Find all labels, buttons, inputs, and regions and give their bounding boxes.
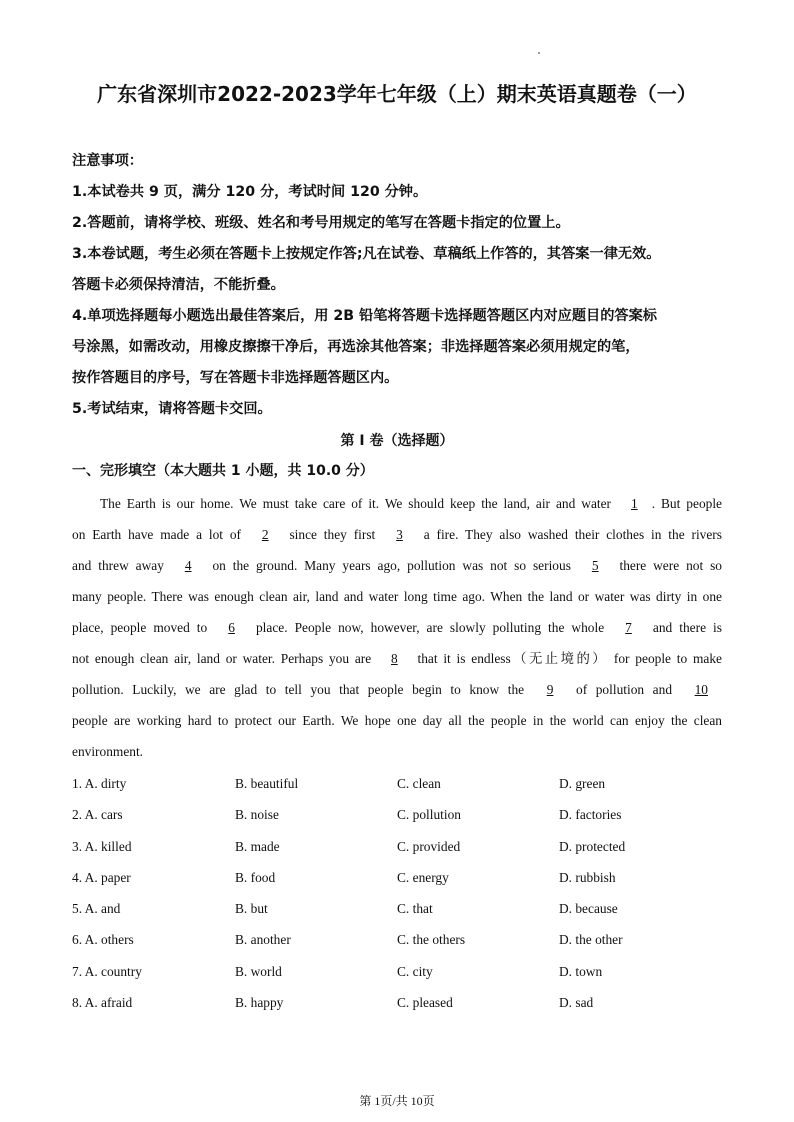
passage-line: The Earth is our home. We must take care of it. We should keep the land, air and water 1 . But people xyxy=(100,496,722,511)
question-options xyxy=(72,799,722,830)
note-line: 1.本试卷共 9 页，满分 120 分，考试时间 120 分钟。 xyxy=(72,184,428,200)
part-title: 一、完形填空（本大题共 1 小题，共 10.0 分） xyxy=(72,463,374,479)
blank-7: 7 xyxy=(625,620,632,635)
option-b: B. food xyxy=(235,869,276,885)
blank-9: 9 xyxy=(546,682,554,697)
passage-line: environment. xyxy=(72,744,144,759)
option-d: D. rubbish xyxy=(559,869,616,885)
note-line: 答题卡必须保持清洁，不能折叠。 xyxy=(72,277,285,293)
option-b: B. but xyxy=(235,901,268,917)
option-a: 6. A. others xyxy=(72,932,134,948)
blank-8: 8 xyxy=(390,651,398,666)
passage-line: many people. There was enough clean air, land and water long time ago. When the land or water was dirty in one xyxy=(72,589,722,604)
page-title: 广东省深圳市2022-2023学年七年级（上）期末英语真题卷（一） xyxy=(97,82,697,106)
blank-5: 5 xyxy=(591,558,599,573)
option-d: D. protected xyxy=(559,838,626,854)
passage-line: and threw away 4 on the ground. Many years ago, pollution was not so serious 5 there were not so xyxy=(72,558,722,573)
question-options xyxy=(72,956,722,987)
blank-3: 3 xyxy=(396,527,403,542)
passage-line: not enough clean air, land or water. Perhaps you are 8 that it is endless（无止境的） for people to make xyxy=(72,651,722,666)
passage-line: people are working hard to protect our Earth. We hope one day all the people in the world can enjoy the clean xyxy=(72,713,722,728)
option-a: 5. A. and xyxy=(72,901,121,917)
blank-6: 6 xyxy=(228,620,235,635)
option-b: B. world xyxy=(235,963,282,979)
option-c: C. provided xyxy=(397,838,461,854)
notes-section xyxy=(72,146,732,425)
option-c: C. pollution xyxy=(397,807,461,823)
question-options xyxy=(72,924,722,955)
passage-line: place, people moved to 6 place. People now, however, are slowly polluting the whole 7 and there is xyxy=(72,620,722,635)
option-d: D. town xyxy=(559,963,603,979)
option-c: C. city xyxy=(397,963,433,979)
option-b: B. made xyxy=(235,838,280,854)
option-b: B. beautiful xyxy=(235,776,299,791)
option-d: D. the other xyxy=(559,932,623,948)
note-line: 4.单项选择题每小题选出最佳答案后，用 2B 铅笔将答题卡选择题答题区内对应题目的答案标 xyxy=(72,308,657,324)
option-d: D. factories xyxy=(559,807,622,823)
option-b: B. happy xyxy=(235,995,284,1011)
blank-2: 2 xyxy=(261,527,269,542)
scan-dot xyxy=(538,52,540,54)
option-a: 3. A. killed xyxy=(72,838,132,854)
section-title: 第 I 卷（选择题） xyxy=(340,433,454,449)
option-d: D. sad xyxy=(559,995,594,1011)
option-c: C. the others xyxy=(397,932,466,948)
option-b: B. another xyxy=(235,932,291,948)
note-line: 5.考试结束，请将答题卡交回。 xyxy=(72,401,272,417)
passage-line: pollution. Luckily, we are glad to tell you that people begin to know the 9 of pollution and 10 xyxy=(72,674,722,705)
note-line: 3.本卷试题，考生必须在答题卡上按规定作答;凡在试卷、草稿纸上作答的，其答案一律无效。 xyxy=(72,246,661,262)
cloze-passage xyxy=(72,488,722,767)
question-options xyxy=(72,831,722,862)
option-b: B. noise xyxy=(235,807,279,823)
option-c: C. clean xyxy=(397,776,441,791)
option-a: 8. A. afraid xyxy=(72,995,133,1011)
option-a: 2. A. cars xyxy=(72,807,123,823)
option-a: 7. A. country xyxy=(72,963,142,979)
answer-options xyxy=(72,768,722,1018)
notes-heading: 注意事项： xyxy=(72,153,143,169)
option-a: 4. A. paper xyxy=(72,869,131,885)
blank-4: 4 xyxy=(184,558,192,573)
option-d: D. green xyxy=(559,776,606,791)
note-line: 按作答题目的序号，写在答题卡非选择题答题区内。 xyxy=(72,370,399,386)
page-footer: 第 1页/共 10页 xyxy=(359,1094,435,1108)
question-options xyxy=(72,862,722,893)
option-d: D. because xyxy=(559,901,618,917)
question-options xyxy=(72,768,722,799)
option-c: C. energy xyxy=(397,869,449,885)
note-line: 号涂黑，如需改动，用橡皮擦擦干净后，再选涂其他答案；非选择题答案必须用规定的笔， xyxy=(72,339,640,355)
blank-1: 1 xyxy=(630,496,638,511)
note-line: 2.答题前，请将学校、班级、姓名和考号用规定的笔写在答题卡指定的位置上。 xyxy=(72,215,570,231)
option-c: C. that xyxy=(397,901,433,917)
option-c: C. pleased xyxy=(397,995,453,1011)
question-options xyxy=(72,893,722,924)
question-options xyxy=(72,987,722,1018)
passage-line: on Earth have made a lot of 2 since they first 3 a fire. They also washed their clothes in the rivers xyxy=(72,527,722,542)
option-a: 1. A. dirty xyxy=(72,776,127,791)
blank-10: 10 xyxy=(694,682,708,697)
